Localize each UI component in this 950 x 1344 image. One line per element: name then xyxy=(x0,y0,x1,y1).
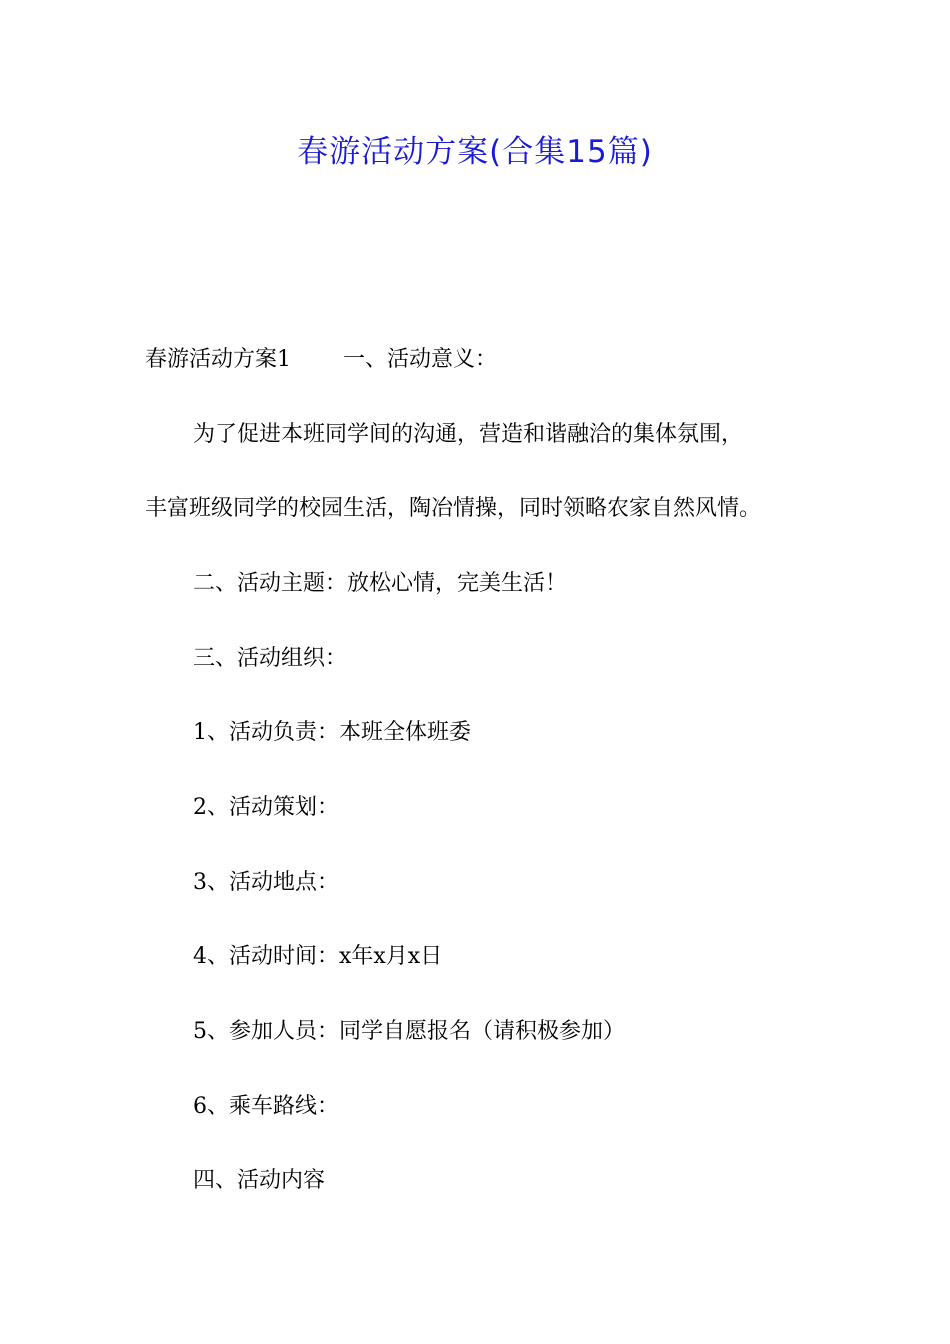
section-heading: 三、活动组织： xyxy=(193,646,348,671)
section-heading: 二、活动主题：放松心情，完美生活！ xyxy=(193,571,568,596)
section-label: 春游活动方案1 xyxy=(145,347,291,372)
paragraph-line: 为了促进本班同学间的沟通，营造和谐融洽的集体氛围， xyxy=(193,422,744,447)
list-item: 1、活动负责：本班全体班委 xyxy=(193,720,471,745)
section-heading: 一、活动意义： xyxy=(343,347,498,372)
list-item: 6、乘车路线： xyxy=(193,1094,339,1119)
section-intro-line xyxy=(145,345,497,375)
list-item: 2、活动策划： xyxy=(193,795,339,820)
section-heading: 四、活动内容 xyxy=(193,1168,326,1193)
paragraph-line: 丰富班级同学的校园生活，陶冶情操，同时领略农家自然风情。 xyxy=(145,496,762,521)
document-title: 春游活动方案(合集15篇) xyxy=(297,134,653,170)
list-item: 5、参加人员：同学自愿报名（请积极参加） xyxy=(193,1019,625,1044)
list-item: 3、活动地点： xyxy=(193,870,339,895)
list-item: 4、活动时间：x年x月x日 xyxy=(193,944,443,969)
